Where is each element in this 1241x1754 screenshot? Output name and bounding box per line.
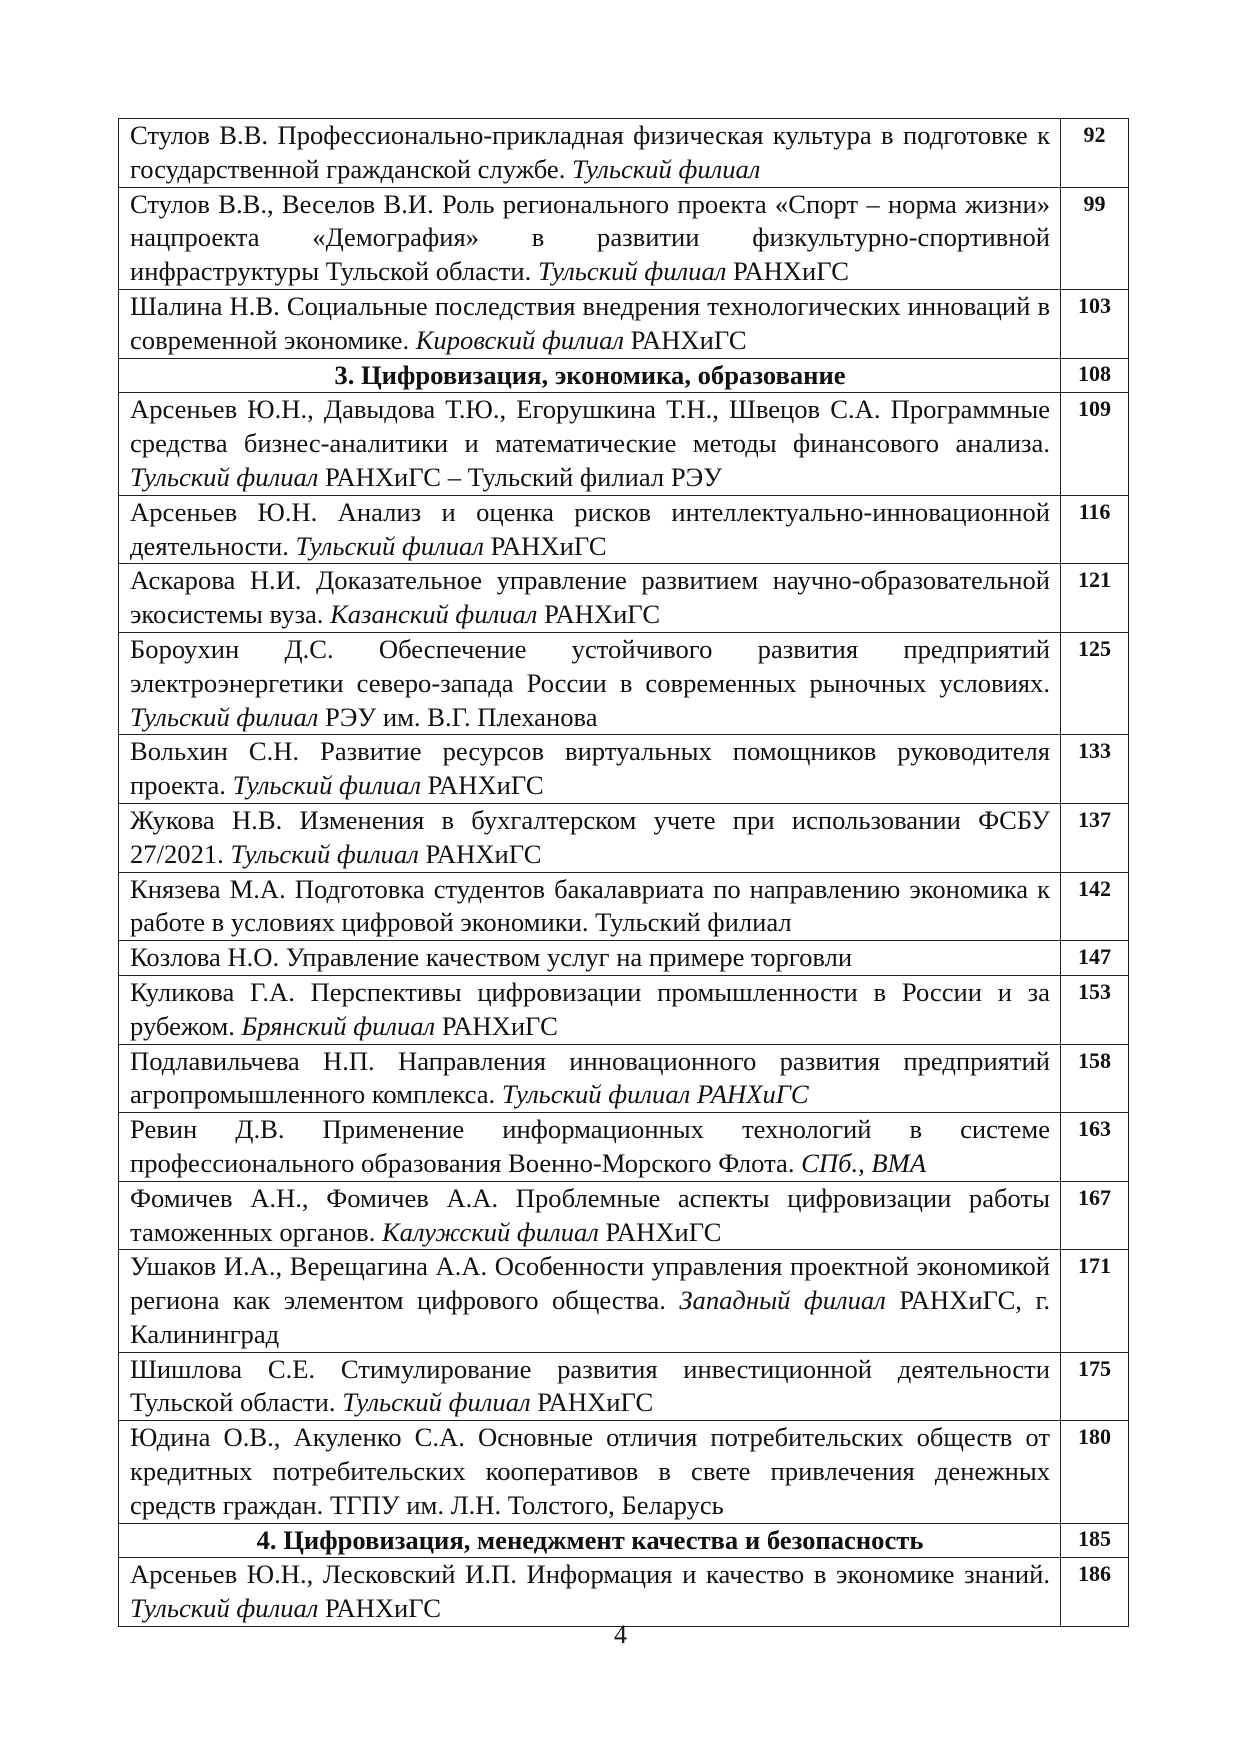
section-title: 4. Цифровизация, менеджмент качества и безопасность	[119, 1523, 1061, 1558]
entry-title: Арсеньев Ю.Н. Анализ и оценка рисков интеллектуально-инновационной деятельности.	[130, 496, 1050, 561]
entry-page-number: 163	[1061, 1113, 1129, 1182]
section-heading-row	[119, 1523, 1129, 1558]
entry-title: Арсеньев Ю.Н., Лесковский И.П. Информация и качество в экономике знаний.	[130, 1559, 1050, 1590]
entry-institution-rest: РАНХиГС	[733, 256, 849, 287]
toc-entry	[119, 495, 1129, 564]
entry-page-number: 103	[1061, 289, 1129, 358]
entry-institution: Казанский филиал	[330, 599, 538, 630]
entry-title: Арсеньев Ю.Н., Давыдова Т.Ю., Егорушкина Т.Н., Швецов С.А. Программные средства бизнес-аналитики и математические методы финансового анализа.	[130, 394, 1050, 459]
toc-entry	[119, 803, 1129, 872]
entry-title: Шишлова С.Е. Стимулирование развития инвестиционной деятельности Тульской области.	[130, 1353, 1050, 1418]
entry-institution: Тульский филиал	[537, 256, 727, 287]
entry-institution-rest: РАНХиГС, г. Калининград	[130, 1285, 1050, 1349]
entry-institution: Тульский филиал	[342, 1387, 531, 1418]
toc-entry	[119, 975, 1129, 1044]
entry-page-number: 167	[1061, 1181, 1129, 1250]
entry-page-number: 109	[1061, 393, 1129, 495]
entry-title: Ушаков И.А., Верещагина А.А. Особенности управления проектной экономикой региона как элементом цифрового общества.	[130, 1251, 1050, 1316]
entry-page-number: 153	[1061, 975, 1129, 1044]
entry-institution-rest: РАНХиГС	[425, 838, 542, 869]
entry-page-number: 180	[1061, 1421, 1129, 1523]
entry-title: Бороухин Д.С. Обеспечение устойчивого развития предприятий электроэнергетики северо-запада России в современных рыночных условиях.	[130, 633, 1050, 698]
toc-entry	[119, 119, 1129, 188]
entry-institution-rest: РАНХиГС	[537, 1387, 654, 1418]
toc-entry	[119, 1044, 1129, 1113]
section-title: 3. Цифровизация, экономика, образование	[119, 358, 1061, 393]
entry-title: Юдина О.В., Акуленко С.А. Основные отличия потребительских обществ от кредитных потребительских кооперативов в свете привлечения денежных средств граждан. ТГПУ им. Л.Н. Толстого, Беларусь	[130, 1422, 1050, 1520]
entry-page-number: 116	[1061, 495, 1129, 564]
toc-entry	[119, 1113, 1129, 1182]
entry-title: Аскарова Н.И. Доказательное управление развитием научно-образовательной экосистемы вуза.	[130, 565, 1050, 630]
entry-page-number: 121	[1061, 564, 1129, 633]
entry-institution: Тульский филиал	[130, 1593, 319, 1624]
entry-title: Ревин Д.В. Применение информационных технологий в системе профессионального образования Военно-Морского Флота.	[130, 1114, 1050, 1178]
section-page-number: 108	[1061, 358, 1129, 393]
entry-title: Куликова Г.А. Перспективы цифровизации промышленности в России и за рубежом.	[130, 976, 1050, 1041]
toc-entry	[119, 289, 1129, 358]
toc-body	[119, 119, 1129, 1627]
page-number: 4	[614, 1620, 627, 1649]
entry-institution-rest: РЭУ им. В.Г. Плеханова	[325, 701, 598, 732]
toc-entry	[119, 872, 1129, 941]
entry-institution: Тульский филиал РАНХиГС	[501, 1079, 809, 1110]
entry-institution-rest: РАНХиГС	[630, 324, 747, 355]
entry-page-number: 133	[1061, 735, 1129, 804]
entry-institution-rest: РАНХиГС	[605, 1216, 722, 1247]
toc-entry	[119, 393, 1129, 495]
toc-entry	[119, 941, 1129, 976]
entry-institution: Тульский филиал	[130, 701, 319, 732]
entry-institution-rest: РАНХиГС	[544, 599, 661, 630]
entry-page-number: 137	[1061, 803, 1129, 872]
toc-entry	[119, 632, 1129, 734]
entry-institution-rest: РАНХиГС	[490, 530, 607, 561]
entry-page-number: 171	[1061, 1250, 1129, 1352]
toc-entry	[119, 1558, 1129, 1627]
entry-institution: Тульский филиал	[232, 770, 421, 801]
section-page-number: 185	[1061, 1523, 1129, 1558]
entry-title: Стулов В.В. Профессионально-прикладная физическая культура в подготовке к государственной гражданской службе.	[130, 120, 1050, 184]
toc-entry	[119, 735, 1129, 804]
entry-institution: Тульский филиал	[130, 461, 319, 492]
toc-entry	[119, 564, 1129, 633]
entry-page-number: 142	[1061, 872, 1129, 941]
entry-institution: Тульский филиал	[295, 530, 484, 561]
entry-title: Подлавильчева Н.П. Направления инновационного развития предприятий агропромышленного комплекса.	[130, 1045, 1050, 1110]
entry-institution-rest: РАНХиГС	[441, 1010, 558, 1041]
entry-title: Жукова Н.В. Изменения в бухгалтерском учете при использовании ФСБУ 27/2021.	[130, 804, 1050, 869]
entry-page-number: 186	[1061, 1558, 1129, 1627]
toc-entry	[119, 1181, 1129, 1250]
toc-entry	[119, 1421, 1129, 1523]
entry-page-number: 99	[1061, 187, 1129, 289]
entry-institution-rest: РАНХиГС	[427, 770, 544, 801]
entry-institution-rest: РАНХиГС	[325, 1593, 442, 1624]
entry-title: Фомичев А.Н., Фомичев А.А. Проблемные аспекты цифровизации работы таможенных органов.	[130, 1182, 1050, 1247]
toc-entry	[119, 1352, 1129, 1421]
entry-title: Козлова Н.О. Управление качеством услуг на примере торговли	[130, 942, 853, 973]
entry-institution: СПб., ВМА	[801, 1147, 927, 1178]
toc-entry	[119, 1250, 1129, 1352]
entry-page-number: 175	[1061, 1352, 1129, 1421]
entry-page-number: 147	[1061, 941, 1129, 976]
table-of-contents	[118, 118, 1129, 1627]
entry-title: Князева М.А. Подготовка студентов бакалавриата по направлению экономика к работе в условиях цифровой экономики. Тульский филиал	[130, 873, 1050, 938]
toc-entry	[119, 187, 1129, 289]
entry-page-number: 125	[1061, 632, 1129, 734]
entry-title: Шалина Н.В. Социальные последствия внедрения технологических инноваций в современной экономике.	[130, 290, 1050, 355]
entry-page-number: 92	[1061, 119, 1129, 188]
entry-institution: Западный филиал	[679, 1285, 886, 1316]
section-heading-row	[119, 358, 1129, 393]
entry-institution: Калужский филиал	[382, 1216, 599, 1247]
entry-institution: Кировский филиал	[415, 324, 624, 355]
entry-page-number: 158	[1061, 1044, 1129, 1113]
entry-institution: Тульский филиал	[572, 153, 761, 184]
entry-title: Стулов В.В., Веселов В.И. Роль регионального проекта «Спорт – норма жизни» нацпроекта «Демография» в развитии физкультурно-спортивной инфраструктуры Тульской области.	[130, 188, 1050, 287]
entry-institution: Тульский филиал	[230, 838, 419, 869]
entry-institution-rest: РАНХиГС – Тульский филиал РЭУ	[325, 461, 723, 492]
entry-title: Вольхин С.Н. Развитие ресурсов виртуальных помощников руководителя проекта.	[130, 736, 1050, 801]
entry-institution: Брянский филиал	[241, 1010, 436, 1041]
